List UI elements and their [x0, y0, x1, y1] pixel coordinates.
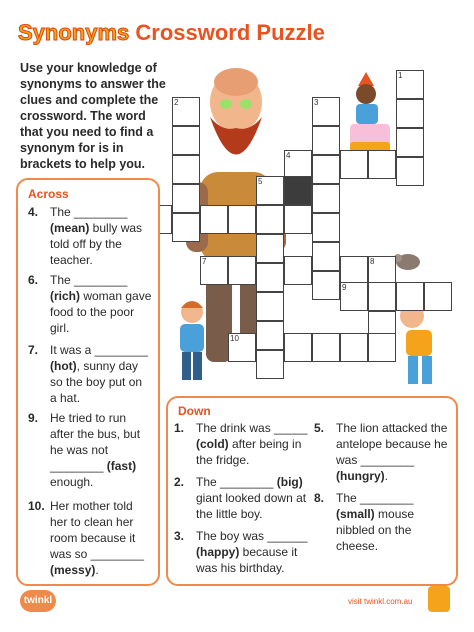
crossword-cell[interactable] — [256, 350, 284, 379]
clue-keyword: (hot) — [50, 359, 77, 373]
crossword-cell[interactable] — [284, 256, 312, 285]
mouse-illustration — [392, 250, 422, 272]
clue-number: 4. — [28, 205, 39, 219]
across-clue-10: 10. Her mother told her to clean her room because it was so ________ (messy). — [28, 499, 145, 577]
clue-keyword: (rich) — [50, 289, 80, 303]
crossword-cell[interactable] — [340, 256, 368, 285]
down-clues-panel — [166, 396, 458, 586]
crossword-cell[interactable] — [340, 333, 368, 362]
grid-number-9: 9 — [342, 283, 347, 292]
crossword-cell[interactable] — [228, 256, 256, 285]
crossword-cell[interactable] — [424, 282, 452, 311]
crossword-cell[interactable] — [256, 321, 284, 350]
down-heading: Down — [178, 404, 211, 418]
clue-keyword: (mean) — [50, 221, 90, 235]
clue-keyword: (happy) — [196, 545, 240, 559]
title-crossword-puzzle: Crossword Puzzle — [135, 20, 325, 45]
grid-number-4: 4 — [286, 151, 291, 160]
clue-number: 10. — [28, 499, 45, 513]
crossword-cell[interactable] — [256, 205, 284, 234]
birthday-boy-illustration — [348, 72, 394, 158]
grid-number-8: 8 — [370, 257, 375, 266]
down-clue-3: 3. The boy was ______ (happy) because it was his birthday. — [174, 529, 308, 575]
grid-number-3: 3 — [314, 98, 319, 107]
grid-number-7: 7 — [202, 257, 207, 266]
crossword-cell[interactable] — [172, 213, 200, 242]
across-heading: Across — [28, 187, 69, 201]
running-boy-illustration — [394, 300, 448, 392]
clue-number: 8. — [314, 491, 325, 505]
boy-with-backpack-illustration — [170, 298, 216, 384]
title-synonyms: Synonyms — [18, 20, 130, 45]
crossword-cell[interactable] — [396, 282, 424, 311]
crossword-cell[interactable] — [256, 292, 284, 321]
crossword-cell[interactable] — [256, 263, 284, 292]
clue-number: 5. — [314, 421, 325, 435]
crossword-cell[interactable] — [172, 184, 200, 213]
crossword-cell[interactable] — [312, 184, 340, 213]
clue-keyword: (messy) — [50, 563, 96, 577]
clue-keyword: (cold) — [196, 437, 229, 451]
across-clue-6: 6. The ________ (rich) woman gave food to the poor girl. — [28, 273, 152, 335]
across-clues-panel — [16, 178, 160, 586]
clue-keyword: (hungry) — [336, 469, 385, 483]
crossword-cell[interactable] — [340, 150, 368, 179]
crossword-cell[interactable] — [368, 282, 396, 311]
grid-number-10: 10 — [230, 334, 239, 343]
clue-number: 7. — [28, 343, 39, 357]
crossword-cell[interactable] — [368, 150, 396, 179]
crossword-cell[interactable] — [396, 157, 424, 186]
clue-keyword: (small) — [336, 507, 375, 521]
clue-keyword: (fast) — [106, 459, 137, 473]
down-clue-8: 8. The ________ (small) mouse nibbled on the cheese. — [314, 491, 415, 553]
crossword-cell[interactable] — [312, 126, 340, 155]
grid-number-1: 1 — [398, 71, 403, 80]
clue-number: 1. — [174, 421, 185, 435]
grid-number-2: 2 — [174, 98, 179, 107]
crossword-cell[interactable] — [396, 128, 424, 157]
down-clue-1: 1. The drink was _____ (cold) after being in the fridge. — [174, 421, 308, 467]
across-clue-4: 4. The ________ (mean) bully was told off by the teacher. — [28, 205, 143, 267]
across-clue-7: 7. It was a ________ (hot), sunny day so the boy put on a hat. — [28, 343, 149, 405]
twinkl-logo: twinkl — [20, 590, 56, 612]
crossword-cell[interactable] — [312, 213, 340, 242]
crossword-cell[interactable] — [312, 242, 340, 271]
crossword-cell[interactable] — [312, 155, 340, 184]
crossword-cell[interactable] — [396, 99, 424, 128]
clue-number: 2. — [174, 475, 185, 489]
crossword-cell[interactable] — [172, 155, 200, 184]
crossword-cell[interactable] — [284, 333, 312, 362]
down-clue-2: 2. The ________ (big) giant looked down at the little boy. — [174, 475, 307, 521]
crossword-cell-shaded — [284, 176, 312, 205]
crossword-cell[interactable] — [256, 234, 284, 263]
page-title — [18, 20, 325, 46]
crossword-cell[interactable] — [284, 205, 312, 234]
across-clue-9: 9. He tried to run after the bus, but he was not ________ (fast) enough. — [28, 411, 141, 489]
clue-number: 9. — [28, 411, 39, 425]
crossword-cell[interactable] — [228, 205, 256, 234]
grid-number-5: 5 — [258, 177, 263, 186]
down-clue-5: 5. The lion attacked the antelope because he was ________ (hungry). — [314, 421, 448, 483]
crossword-cell[interactable] — [312, 271, 340, 300]
instructions: Use your knowledge of synonyms to answer the clues and complete the crossword. The word that you need to find a synonym for is in brackets to help you. — [20, 61, 166, 171]
footer-url[interactable]: visit twinkl.com.au — [348, 597, 413, 606]
badge-icon — [428, 586, 450, 612]
clue-number: 6. — [28, 273, 39, 287]
crossword-cell[interactable] — [312, 333, 340, 362]
crossword-cell[interactable] — [172, 126, 200, 155]
clue-number: 3. — [174, 529, 185, 543]
crossword-cell[interactable] — [368, 333, 396, 362]
clue-keyword: (big) — [276, 475, 303, 489]
crossword-cell[interactable] — [200, 205, 228, 234]
